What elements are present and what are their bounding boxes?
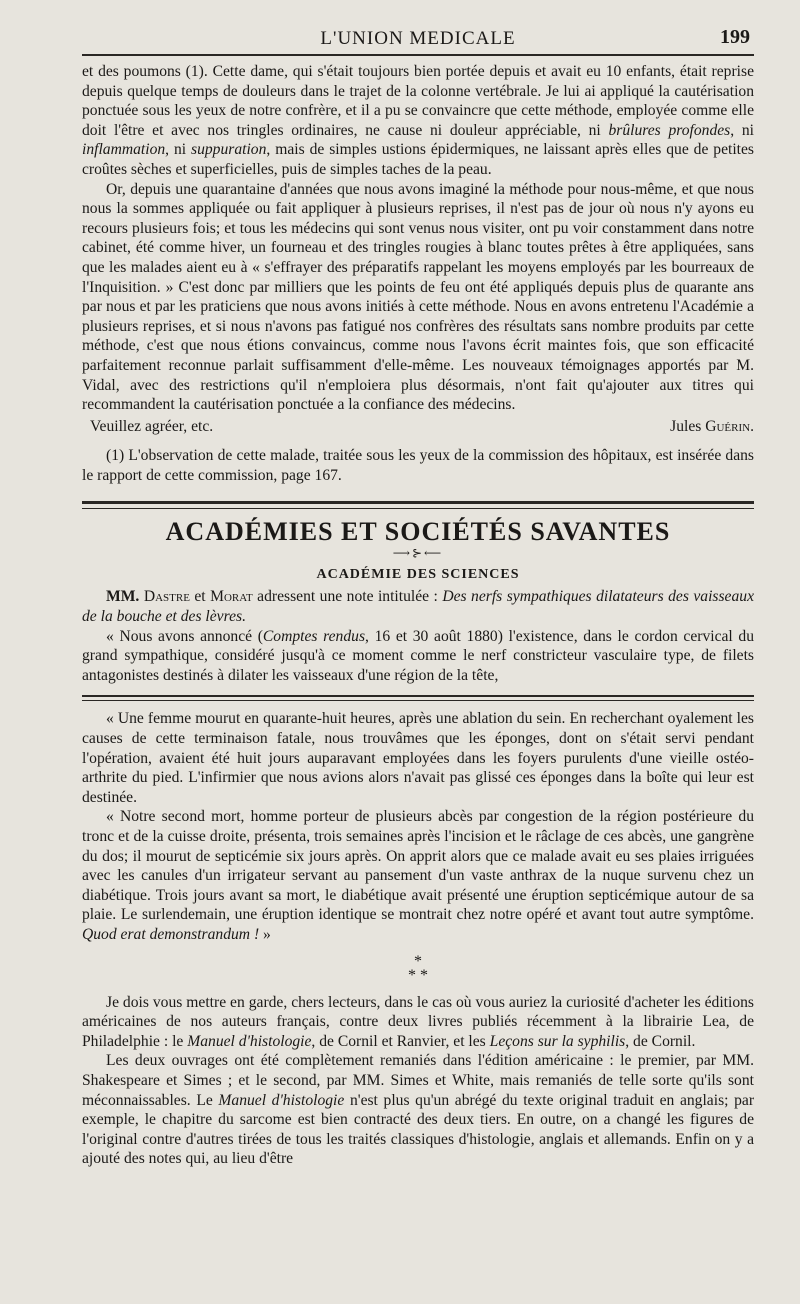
author-name: Morat <box>210 588 253 606</box>
author-first-name: Jules <box>670 417 706 435</box>
text-run: MM. <box>106 588 144 606</box>
text-run: , ni <box>165 141 192 159</box>
italic-run: Leçons sur la syphilis <box>489 1032 626 1050</box>
footnote: (1) L'observation de cette malade, traitée sous les yeux de la commission des hôpitaux, est insérée dans le rapport de cette commission, page 167. <box>82 447 754 484</box>
text-run: , ni <box>730 121 754 139</box>
italic-run: Manuel d'histologie <box>187 1032 312 1050</box>
text-run: , de Cornil. <box>625 1032 696 1050</box>
italic-run: Quod erat demonstrandum ! <box>82 925 260 943</box>
text-run: « Nous avons annoncé ( <box>106 627 263 645</box>
author-last-name: Guérin. <box>705 417 754 435</box>
letter-paragraph-2: Or, depuis une quarantaine d'années que nous avons imaginé la méthode pour nous-même, et que nous nous la sommes appliquée ou fait appliquer à plusieurs reprises, il n'est pas de jour où nous n'y ayons eu recours plusieurs fois; et tous les médecins qui sont venus nous visiter, ont pu voir constamment dans notre cabinet, été comme hiver, un fourneau et des tringles rougies à blanc toutes prêtes à être appliquées, sans que les malades aient eu à « s'effrayer des préparatifs rappelant les moyens employés par les bourreaux de l'Inquisition. » C'est donc par milliers que les points de feu ont été appliqués depuis plus de quarante ans par nous et par les praticiens que nous avons initiés à cette méthode. Nous en avons entretenu l'Académie a plusieurs reprises, et si nous n'avons pas fatigué nos confrères des résultats sans nombre produits par cette méthode, c'est que nous étions convaincus, comme nous l'avons écrit maintes fois, que son efficacité parfaitement reconnue parlait suffisamment d'elle-même. Les nouveaux témoignages apportés par M. Vidal, avec des restrictions qu'il n'emploiera plus désormais, n'ont fait qu'ajouter aux titres qui recommandent la cautérisation ponctuée a la confiance des médecins. <box>82 180 754 414</box>
academy-quote <box>82 627 754 686</box>
lower-paragraph-2 <box>82 807 754 944</box>
text-run: , mais de simples ustions épidermiques, ne laissant après elles que de petites croûtes sèches et superficielles, puis de simples taches de la peau. <box>82 141 754 178</box>
author-signature <box>670 417 754 437</box>
text-run: adressent une note intitulée : <box>252 588 443 606</box>
lower-paragraph-3 <box>82 993 754 1052</box>
lower-article <box>82 709 754 1168</box>
ornament-divider: ⟶⊱⟵ <box>392 546 444 561</box>
closing-formula: Veuillez agréer, etc. <box>90 417 214 435</box>
text-run: n'est plus qu'un abrégé du texte original traduit en anglais; par exemple, le chapitre du sarcome est bien contracté des deux tiers. En outre, on a changé les figures de l'original contre d'autres tirées de tous les traités classiques d'histologie, anglais et allemands. Enfin on y a ajouté des notes qui, au lieu d'être <box>82 1091 755 1168</box>
italic-run: brûlures profondes <box>608 121 731 139</box>
journal-title: L'UNION MEDICALE <box>320 28 516 49</box>
text-run: Les deux ouvrages ont été complètement remaniés dans l'édition américaine : le premier, par MM. Shakespeare et Simes ; et le second, par MM. Simes et White, mais remaniés de telle sorte qu'ils sont méconnaissables. Le <box>82 1052 754 1109</box>
italic-run: suppuration <box>191 141 267 159</box>
lower-paragraph-1: « Une femme mourut en quarante-huit heures, après une ablation du sein. En recherchant oyalement les causes de cette terminaison fatale, nous trouvâmes que les éponges, dont on s'était servi pendant l'opération, avaient été huit jours auparavant employées dans les foyers purulents d'une vieille ostéo-arthrite du pied. L'infirmier que nous avions alors n'avait pas glissé ces éponges dans la boîte qui leur est destinée. <box>82 710 754 806</box>
text-run: , 16 et 30 août 1880) l'existence, dans le cordon cervical du grand sympathique, considéré jusqu'à ce moment comme le nerf constricteur vasculaire type, de filets antagonistes destinés à dilater les vaisseaux d'une région de la tête, <box>82 627 755 684</box>
academy-intro <box>82 587 754 626</box>
section-title: ACADÉMIES ET SOCIÉTÉS SAVANTES <box>165 517 671 547</box>
letter-paragraph-1 <box>82 62 754 180</box>
author-name: Dastre <box>143 588 190 606</box>
italic-run: inflammation <box>82 141 166 159</box>
asterism-top: * <box>414 952 422 970</box>
lower-paragraph-4 <box>82 1051 754 1169</box>
text-run: « Notre second mort, homme porteur de plusieurs abcès par congestion de la région postérieure du tronc et de la cuisse droite, présenta, trois semaines après l'incision et le râclage de ces abcès, une gangrène du dos; il mourut de septicémie six jours après. On apprit alors que ce malade avait eu ses plaies irriguées avec les canules d'un irrigateur servant au pansement d'un vaste anthrax de la nuque survenu chez un diabétique. Trois jours avant sa mort, le diabétique avait présenté une éruption septicémique autour de sa plaie. Le surlendemain, une éruption identique se montrait chez notre opéré et avant tout autre symptôme. <box>82 808 754 924</box>
subsection-title: ACADÉMIE DES SCIENCES <box>316 567 520 583</box>
asterism <box>82 952 754 984</box>
note-title: Des nerfs sympathiques dilatateurs des vaisseaux de la bouche et des lèvres. <box>82 588 754 626</box>
italic-run: Manuel d'histologie <box>218 1091 345 1109</box>
text-run: et <box>189 588 211 606</box>
asterism-bottom: * * <box>408 966 428 984</box>
running-header <box>82 20 754 56</box>
page-number: 199 <box>720 26 750 48</box>
text-run: » <box>259 925 271 943</box>
text-run: , de Cornil et Ranvier, et les <box>311 1032 490 1050</box>
academy-note <box>82 587 754 685</box>
text-run: et des poumons (1). Cette dame, qui s'était toujours bien portée depuis et avait eu 10 enfants, était reprise depuis quelque temps de douleurs dans le trajet de la colonne vertébrale. Je lui ai appliqué la cautérisation ponctuée sous les yeux de notre confrère, et il a pu se convaincre que cette méthode, employée comme elle doit l'être et avec nos tringles ordinaires, ne cause ni douleur appréciable, ni <box>82 63 754 139</box>
section-divider <box>82 501 754 509</box>
page-divider <box>82 695 754 701</box>
italic-run: Comptes rendus <box>262 627 366 645</box>
text-run: Je dois vous mettre en garde, chers lecteurs, dans le cas où vous auriez la curiosité d'acheter les éditions américaines de nos auteurs français, contre deux livres publiés récemment à la librairie Lea, de Philadelphie : le <box>82 993 754 1050</box>
letter-signature <box>82 417 754 437</box>
letter-body <box>82 62 754 436</box>
